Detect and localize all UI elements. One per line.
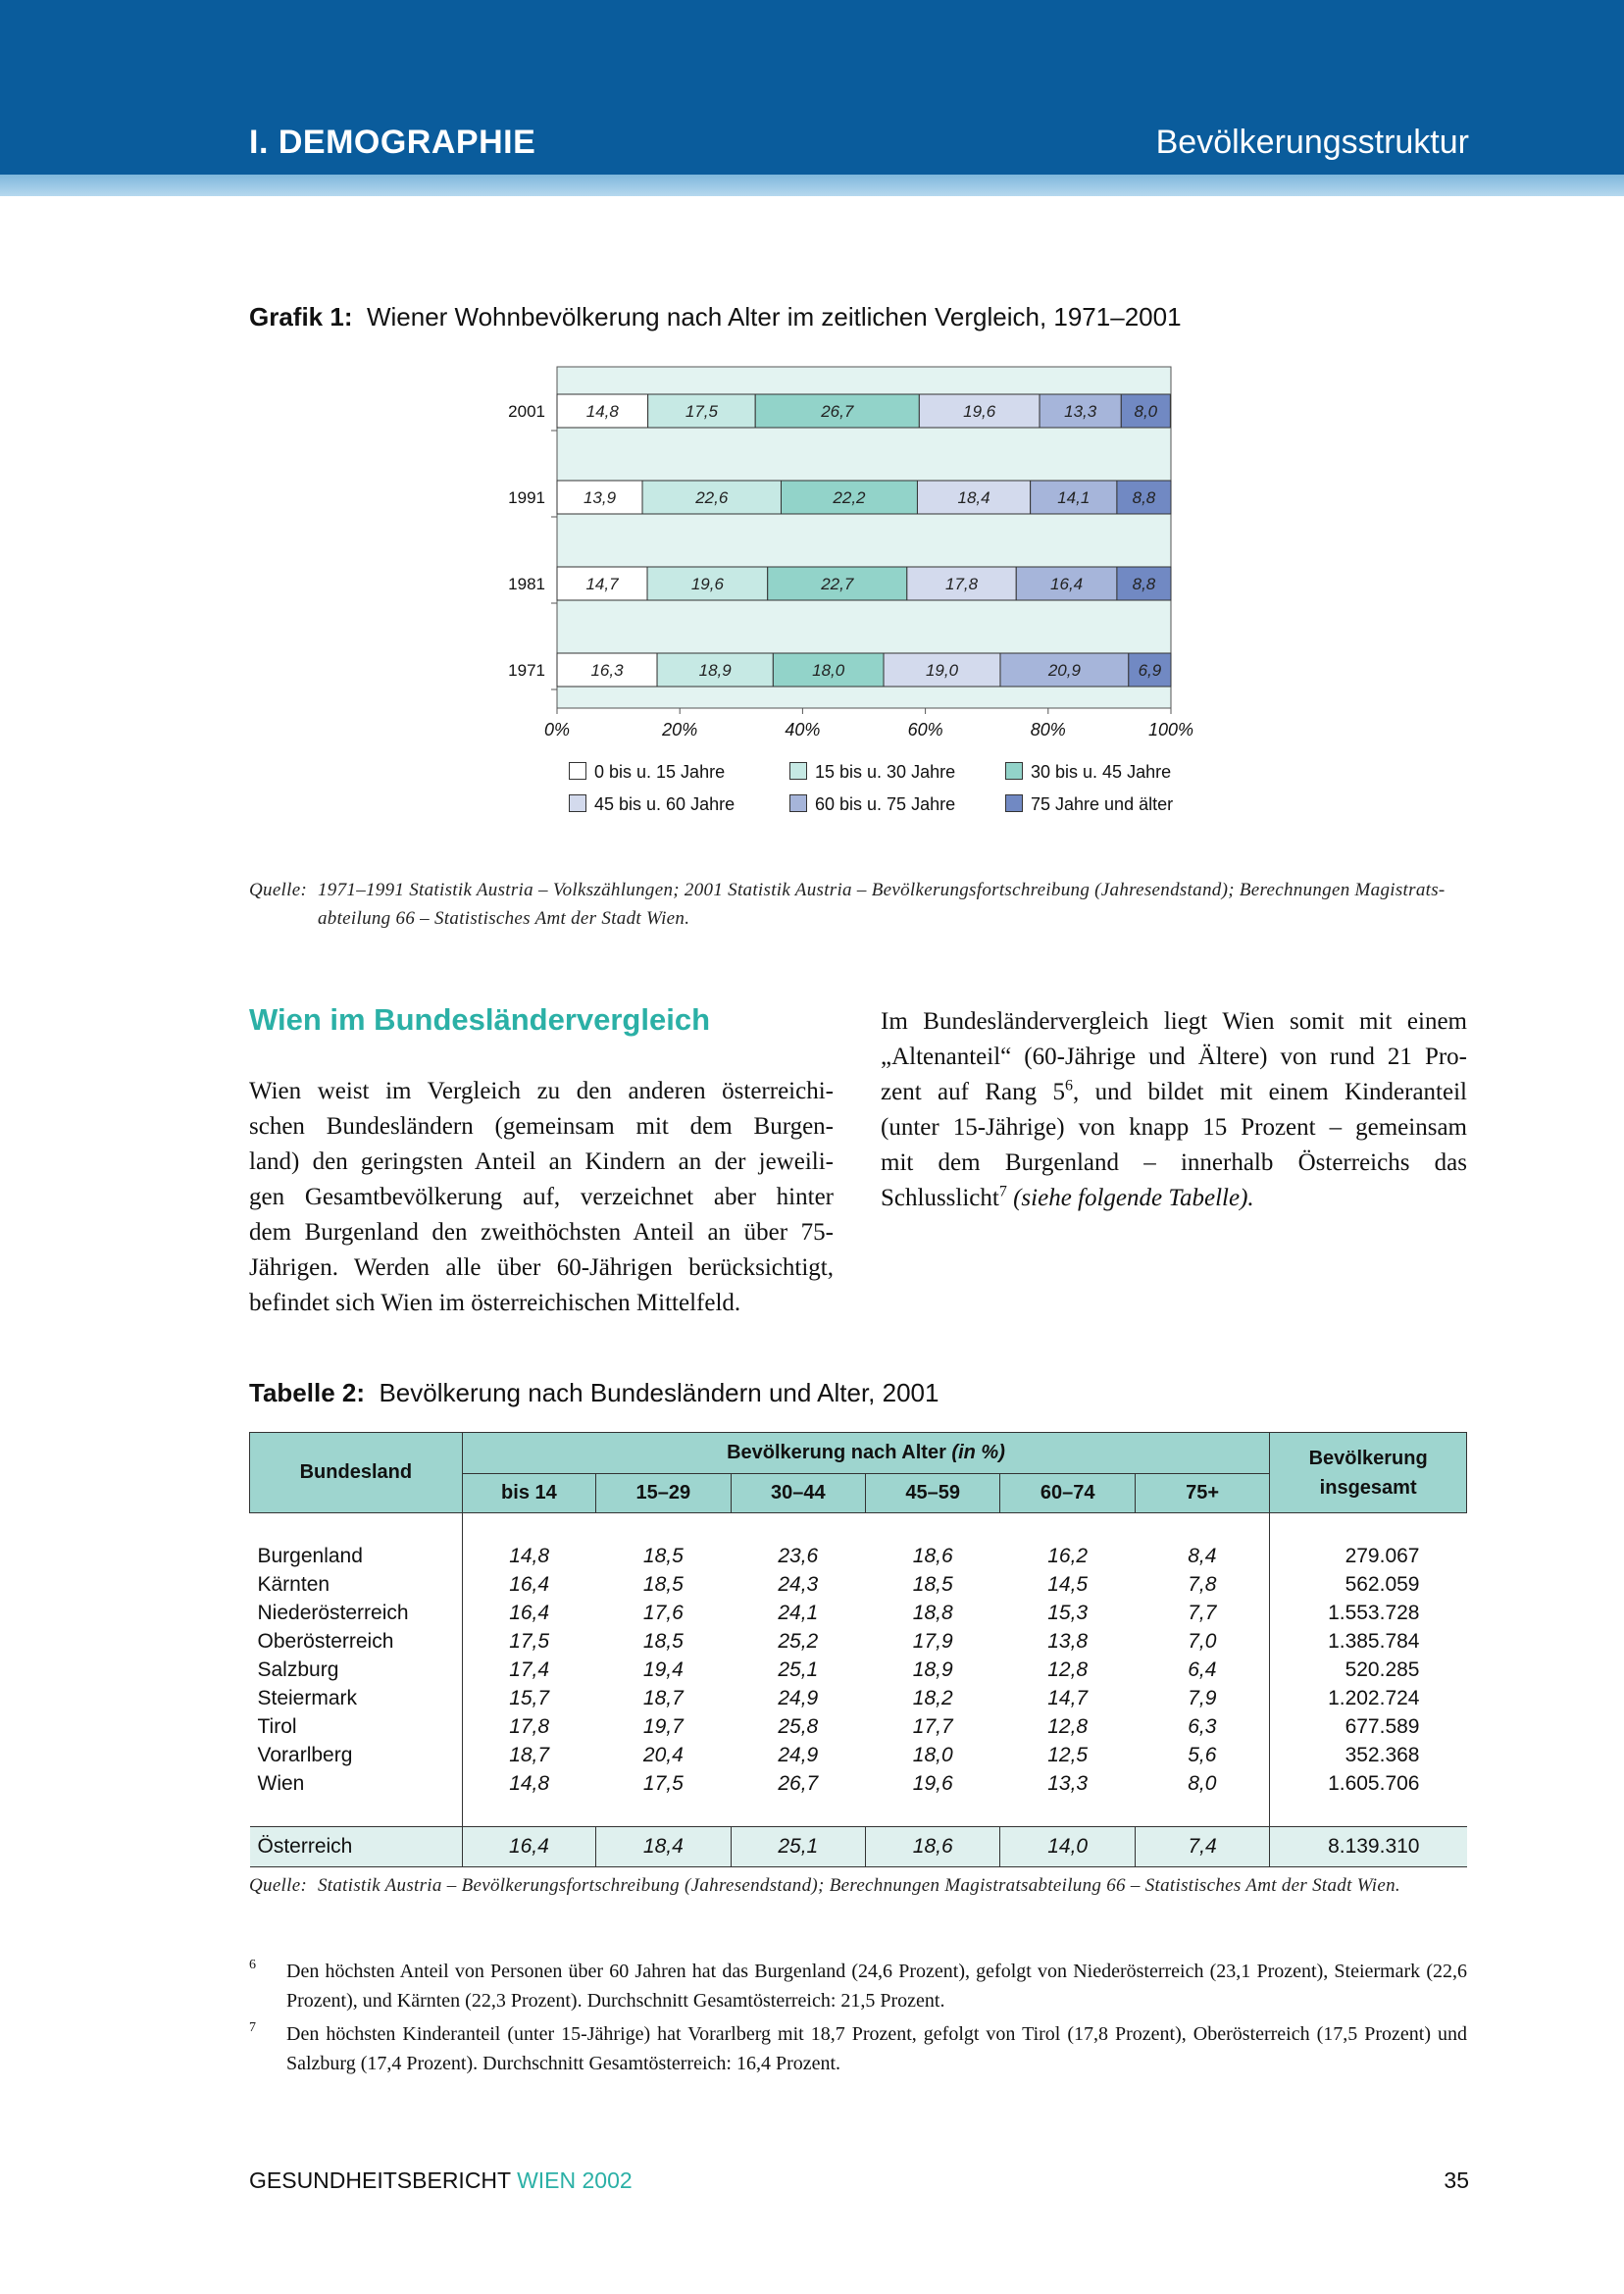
data-label: 18,9: [698, 661, 732, 680]
legend-item: [789, 794, 955, 816]
figure-title: Wiener Wohnbevölkerung nach Alter im zeitlichen Vergleich, 1971–2001: [366, 302, 1182, 331]
value-cell: 25,8: [778, 1714, 819, 1738]
value-cell: 18,5: [642, 1572, 684, 1596]
text-line: befindet sich Wien im österreichischen Mittelfeld.: [249, 1290, 741, 1316]
text-line: schen Bundesländern (gemeinsam mit dem Burgen-: [249, 1113, 834, 1140]
data-label: 14,1: [1057, 488, 1091, 507]
table-total-row: [250, 1827, 1467, 1867]
table-row: [250, 1684, 1467, 1712]
value-cell: 18,4: [596, 1827, 731, 1867]
column-header: 75+: [1135, 1474, 1269, 1513]
value-cell: 12,5: [1047, 1743, 1089, 1766]
data-label: 6,9: [1138, 661, 1162, 680]
x-tick-label: 40%: [785, 720, 821, 739]
data-label: 19,6: [690, 575, 724, 593]
column-header: 45–59: [866, 1474, 1000, 1513]
population-cell: 1.385.784: [1270, 1627, 1467, 1656]
value-cell: 7,4: [1135, 1827, 1269, 1867]
page-number: 35: [1444, 2167, 1469, 2193]
text-line: Im Bundesländervergleich liegt Wien somit mit einem: [881, 1008, 1467, 1035]
text-run: Schlusslicht: [881, 1185, 999, 1211]
header-bundesland: Bundesland: [250, 1433, 463, 1513]
value-cell: 14,0: [1000, 1827, 1135, 1867]
value-cell: 24,3: [778, 1572, 819, 1596]
value-cell: 23,6: [778, 1544, 819, 1567]
footnote-number: 6: [249, 1958, 256, 1972]
population-table: [249, 1432, 1467, 1867]
value-cell: 17,5: [462, 1627, 595, 1656]
column-header: 60–74: [1000, 1474, 1135, 1513]
value-cell: 16,2: [1047, 1544, 1089, 1567]
y-tick-label: 1991: [508, 488, 545, 507]
data-label: 19,0: [925, 661, 959, 680]
state-name: Kärnten: [257, 1572, 330, 1596]
state-name: Wien: [257, 1771, 305, 1795]
table-body: [250, 1513, 1467, 1867]
value-cell: 12,8: [1047, 1657, 1089, 1681]
data-label: 22,7: [821, 575, 854, 593]
legend-item: [1005, 762, 1171, 784]
value-cell: 13,3: [1047, 1771, 1089, 1795]
value-cell: 17,4: [462, 1656, 595, 1684]
legend-label: 45 bis u. 60 Jahre: [594, 794, 736, 814]
value-cell: 19,6: [912, 1771, 953, 1795]
data-label: 18,4: [957, 488, 990, 507]
value-cell: 16,4: [462, 1570, 595, 1599]
left-paragraph: [249, 1074, 834, 1321]
value-cell: 18,6: [912, 1544, 953, 1567]
value-cell: 18,6: [866, 1827, 1000, 1867]
legend-label: 15 bis u. 30 Jahre: [815, 762, 956, 782]
y-tick-label: 1971: [508, 661, 545, 680]
legend-item: [569, 794, 735, 816]
value-cell: 6,4: [1188, 1657, 1217, 1681]
column-header: 15–29: [596, 1474, 731, 1513]
value-cell: 13,8: [1047, 1629, 1089, 1653]
table-row: [250, 1570, 1467, 1599]
value-cell: 18,8: [912, 1601, 953, 1624]
text-line: „Altenanteil“ (60-Jährige und Ältere) von rund 21 Pro-: [881, 1044, 1467, 1070]
table-header-row: [250, 1433, 1467, 1474]
value-cell: 14,5: [1047, 1572, 1089, 1596]
data-label: 8,8: [1132, 488, 1156, 507]
source-label: Quelle:: [249, 880, 308, 900]
text-line: dem Burgenland den zweithöchsten Anteil an über 75-: [249, 1219, 834, 1246]
footnote-ref-6[interactable]: 6: [1065, 1077, 1073, 1095]
data-label: 18,0: [812, 661, 845, 680]
stacked-bar-chart: [490, 353, 1236, 755]
header-age-group: [462, 1433, 1270, 1474]
text-line: [881, 1181, 1467, 1216]
section-heading: I. DEMOGRAPHIE: [249, 124, 536, 161]
table-source: [249, 1871, 1467, 1901]
source-text: Statistik Austria – Bevölkerungsfortschreibung (Jahresendstand); Berechnungen Magistratsabteilung 66 – Statistisches Amt der Stadt Wien.: [318, 1875, 1400, 1896]
value-cell: 7,8: [1188, 1572, 1217, 1596]
section-title: Wien im Bundesländervergleich: [249, 1002, 711, 1037]
value-cell: 17,5: [642, 1771, 684, 1795]
right-paragraph: [881, 1004, 1467, 1216]
value-cell: 25,2: [778, 1629, 819, 1653]
state-name: Burgenland: [257, 1544, 363, 1567]
population-cell: 520.285: [1270, 1656, 1467, 1684]
text-line: mit dem Burgenland – innerhalb Österreichs das: [881, 1149, 1467, 1176]
footnotes: [249, 1957, 1467, 2082]
value-cell: 24,1: [778, 1601, 819, 1624]
value-cell: 24,9: [778, 1686, 819, 1709]
value-cell: 24,9: [778, 1743, 819, 1766]
text-line: gen Gesamtbevölkerung auf, verzeichnet aber hinter: [249, 1184, 834, 1210]
value-cell: 17,6: [642, 1601, 684, 1624]
x-tick-label: 20%: [662, 720, 698, 739]
x-tick-label: 80%: [1030, 720, 1066, 739]
legend-swatch: [789, 794, 807, 812]
population-cell: 1.605.706: [1270, 1769, 1467, 1798]
value-cell: 17,8: [462, 1712, 595, 1741]
state-name: Oberösterreich: [257, 1629, 394, 1653]
data-label: 16,3: [590, 661, 624, 680]
data-label: 26,7: [821, 402, 854, 421]
value-cell: 18,5: [642, 1544, 684, 1567]
footnote-ref-7[interactable]: 7: [998, 1183, 1007, 1200]
source-line-1: 1971–1991 Statistik Austria – Volkszählungen; 2001 Statistik Austria – Bevölkerungsfortschreibung (Jahresendstand); Berechnungen Magistrats-: [318, 880, 1446, 900]
value-cell: 7,0: [1188, 1629, 1217, 1653]
state-name: Österreich: [250, 1827, 463, 1867]
legend-swatch: [1005, 794, 1023, 812]
value-cell: 20,4: [642, 1743, 684, 1766]
value-cell: 16,4: [462, 1827, 595, 1867]
footnote-7: [249, 2019, 1467, 2078]
state-name: Vorarlberg: [257, 1743, 353, 1766]
legend-label: 30 bis u. 45 Jahre: [1031, 762, 1172, 782]
column-header: 30–44: [731, 1474, 865, 1513]
value-cell: 7,7: [1188, 1601, 1217, 1624]
legend-label: 75 Jahre und älter: [1031, 794, 1174, 814]
population-cell: 677.589: [1270, 1712, 1467, 1741]
text-run: , und bildet mit einem Kinderanteil: [1073, 1079, 1467, 1105]
source-line-2: abteilung 66 – Statistisches Amt der Stadt Wien.: [318, 908, 690, 929]
table-row: [250, 1542, 1467, 1570]
header-total-line-1: Bevölkerung: [1308, 1447, 1428, 1469]
value-cell: 7,9: [1188, 1686, 1217, 1709]
value-cell: 16,4: [462, 1599, 595, 1627]
header-population-total: [1270, 1433, 1467, 1513]
data-label: 19,6: [963, 402, 996, 421]
text-line: [881, 1075, 1467, 1110]
value-cell: 18,0: [912, 1743, 953, 1766]
value-cell: 14,8: [462, 1769, 595, 1798]
population-cell: 279.067: [1270, 1542, 1467, 1570]
state-name: Tirol: [257, 1714, 297, 1738]
value-cell: 19,7: [642, 1714, 684, 1738]
table-row: [250, 1599, 1467, 1627]
y-tick-label: 2001: [508, 402, 545, 421]
data-label: 22,2: [833, 488, 866, 507]
table-row: [250, 1712, 1467, 1741]
source-label: Quelle:: [249, 1875, 308, 1896]
table-row: [250, 1741, 1467, 1769]
header-unit: (in %): [951, 1442, 1005, 1463]
legend-item: [1005, 794, 1173, 816]
footer-city-year: WIEN 2002: [517, 2167, 633, 2193]
footnote-text: Den höchsten Kinderanteil (unter 15-Jährige) hat Vorarlberg mit 18,7 Prozent, gefolgt von Tirol (17,8 Prozent), Oberösterreich (17,5 Prozent) und Salzburg (17,4 Prozent). Durchschnitt Gesamtösterreich: 16,4 Prozent.: [286, 2023, 1467, 2074]
data-label: 17,5: [685, 402, 718, 421]
data-label: 8,0: [1134, 402, 1158, 421]
footer-report: GESUNDHEITSBERICHT: [249, 2167, 518, 2193]
value-cell: 26,7: [778, 1771, 819, 1795]
table-caption: [249, 1378, 939, 1408]
population-cell: 1.202.724: [1270, 1684, 1467, 1712]
table-reference: (siehe folgende Tabelle).: [1006, 1185, 1254, 1211]
legend-swatch: [1005, 762, 1023, 780]
legend-swatch: [569, 762, 586, 780]
legend-item: [789, 762, 955, 784]
value-cell: 17,9: [912, 1629, 953, 1653]
figure-source: [249, 876, 1467, 935]
x-tick-label: 60%: [907, 720, 943, 739]
data-label: 20,9: [1047, 661, 1081, 680]
value-cell: 12,8: [1047, 1714, 1089, 1738]
x-tick-label: 0%: [543, 720, 571, 739]
column-header: bis 14: [462, 1474, 595, 1513]
population-cell: 352.368: [1270, 1741, 1467, 1769]
legend-label: 60 bis u. 75 Jahre: [815, 794, 956, 814]
state-name: Niederösterreich: [257, 1601, 409, 1624]
footer-report-title: [249, 2167, 633, 2194]
population-cell: 562.059: [1270, 1570, 1467, 1599]
value-cell: 18,7: [462, 1741, 595, 1769]
value-cell: 25,1: [731, 1827, 865, 1867]
state-name: Steiermark: [257, 1686, 358, 1709]
text-line: Jährigen. Werden alle über 60-Jährigen berücksichtigt,: [249, 1254, 834, 1281]
text-line: Wien weist im Vergleich zu den anderen österreichi-: [249, 1078, 834, 1104]
state-name: Salzburg: [257, 1657, 339, 1681]
footnote-6: [249, 1957, 1467, 2015]
table-label: Tabelle 2:: [249, 1378, 366, 1407]
footnote-text: Den höchsten Anteil von Personen über 60 Jahren hat das Burgenland (24,6 Prozent), gefolgt von Niederösterreich (23,1 Prozent), Steiermark (22,6 Prozent), und Kärnten (22,3 Prozent). Durchschnitt Gesamtösterreich: 21,5 Prozent.: [286, 1961, 1467, 2012]
data-label: 16,4: [1050, 575, 1084, 593]
value-cell: 8,0: [1188, 1771, 1217, 1795]
footnote-number: 7: [249, 2020, 256, 2035]
header-stripe: [0, 175, 1624, 196]
data-label: 13,3: [1064, 402, 1097, 421]
value-cell: 18,5: [642, 1629, 684, 1653]
value-cell: 18,2: [912, 1686, 953, 1709]
x-tick-label: 100%: [1147, 720, 1194, 739]
value-cell: 18,9: [912, 1657, 953, 1681]
value-cell: 15,3: [1047, 1601, 1089, 1624]
value-cell: 14,8: [462, 1542, 595, 1570]
figure-label: Grafik 1:: [249, 302, 353, 331]
data-label: 17,8: [944, 575, 979, 593]
value-cell: 6,3: [1188, 1714, 1217, 1738]
population-cell: 1.553.728: [1270, 1599, 1467, 1627]
header-age-group-label: Bevölkerung nach Alter: [727, 1442, 946, 1463]
value-cell: 8,4: [1188, 1544, 1217, 1567]
y-tick-label: 1981: [508, 575, 545, 593]
header-total-line-2: insgesamt: [1319, 1476, 1417, 1499]
value-cell: 15,7: [462, 1684, 595, 1712]
table-row: [250, 1656, 1467, 1684]
text-run: zent auf Rang 5: [881, 1079, 1065, 1105]
data-label: 14,8: [585, 402, 619, 421]
value-cell: 19,4: [642, 1657, 684, 1681]
data-label: 13,9: [583, 488, 617, 507]
data-label: 14,7: [585, 575, 619, 593]
value-cell: 18,7: [642, 1686, 684, 1709]
value-cell: 25,1: [778, 1657, 819, 1681]
text-line: land) den geringsten Anteil an Kindern an der jeweili-: [249, 1148, 834, 1175]
table-row: [250, 1627, 1467, 1656]
table-title: Bevölkerung nach Bundesländern und Alter, 2001: [379, 1378, 939, 1407]
population-cell: 8.139.310: [1270, 1827, 1467, 1867]
text-line: (unter 15-Jährige) von knapp 15 Prozent – gemeinsam: [881, 1114, 1467, 1141]
value-cell: 14,7: [1047, 1686, 1089, 1709]
legend-label: 0 bis u. 15 Jahre: [594, 762, 726, 782]
legend-swatch: [789, 762, 807, 780]
data-label: 22,6: [695, 488, 729, 507]
value-cell: 5,6: [1188, 1743, 1217, 1766]
legend-item: [569, 762, 725, 784]
table-row: [250, 1769, 1467, 1798]
value-cell: 18,5: [912, 1572, 953, 1596]
legend-swatch: [569, 794, 586, 812]
topic-heading: Bevölkerungsstruktur: [1155, 124, 1469, 161]
value-cell: 17,7: [912, 1714, 953, 1738]
figure-caption: [249, 302, 1182, 332]
data-label: 8,8: [1132, 575, 1156, 593]
